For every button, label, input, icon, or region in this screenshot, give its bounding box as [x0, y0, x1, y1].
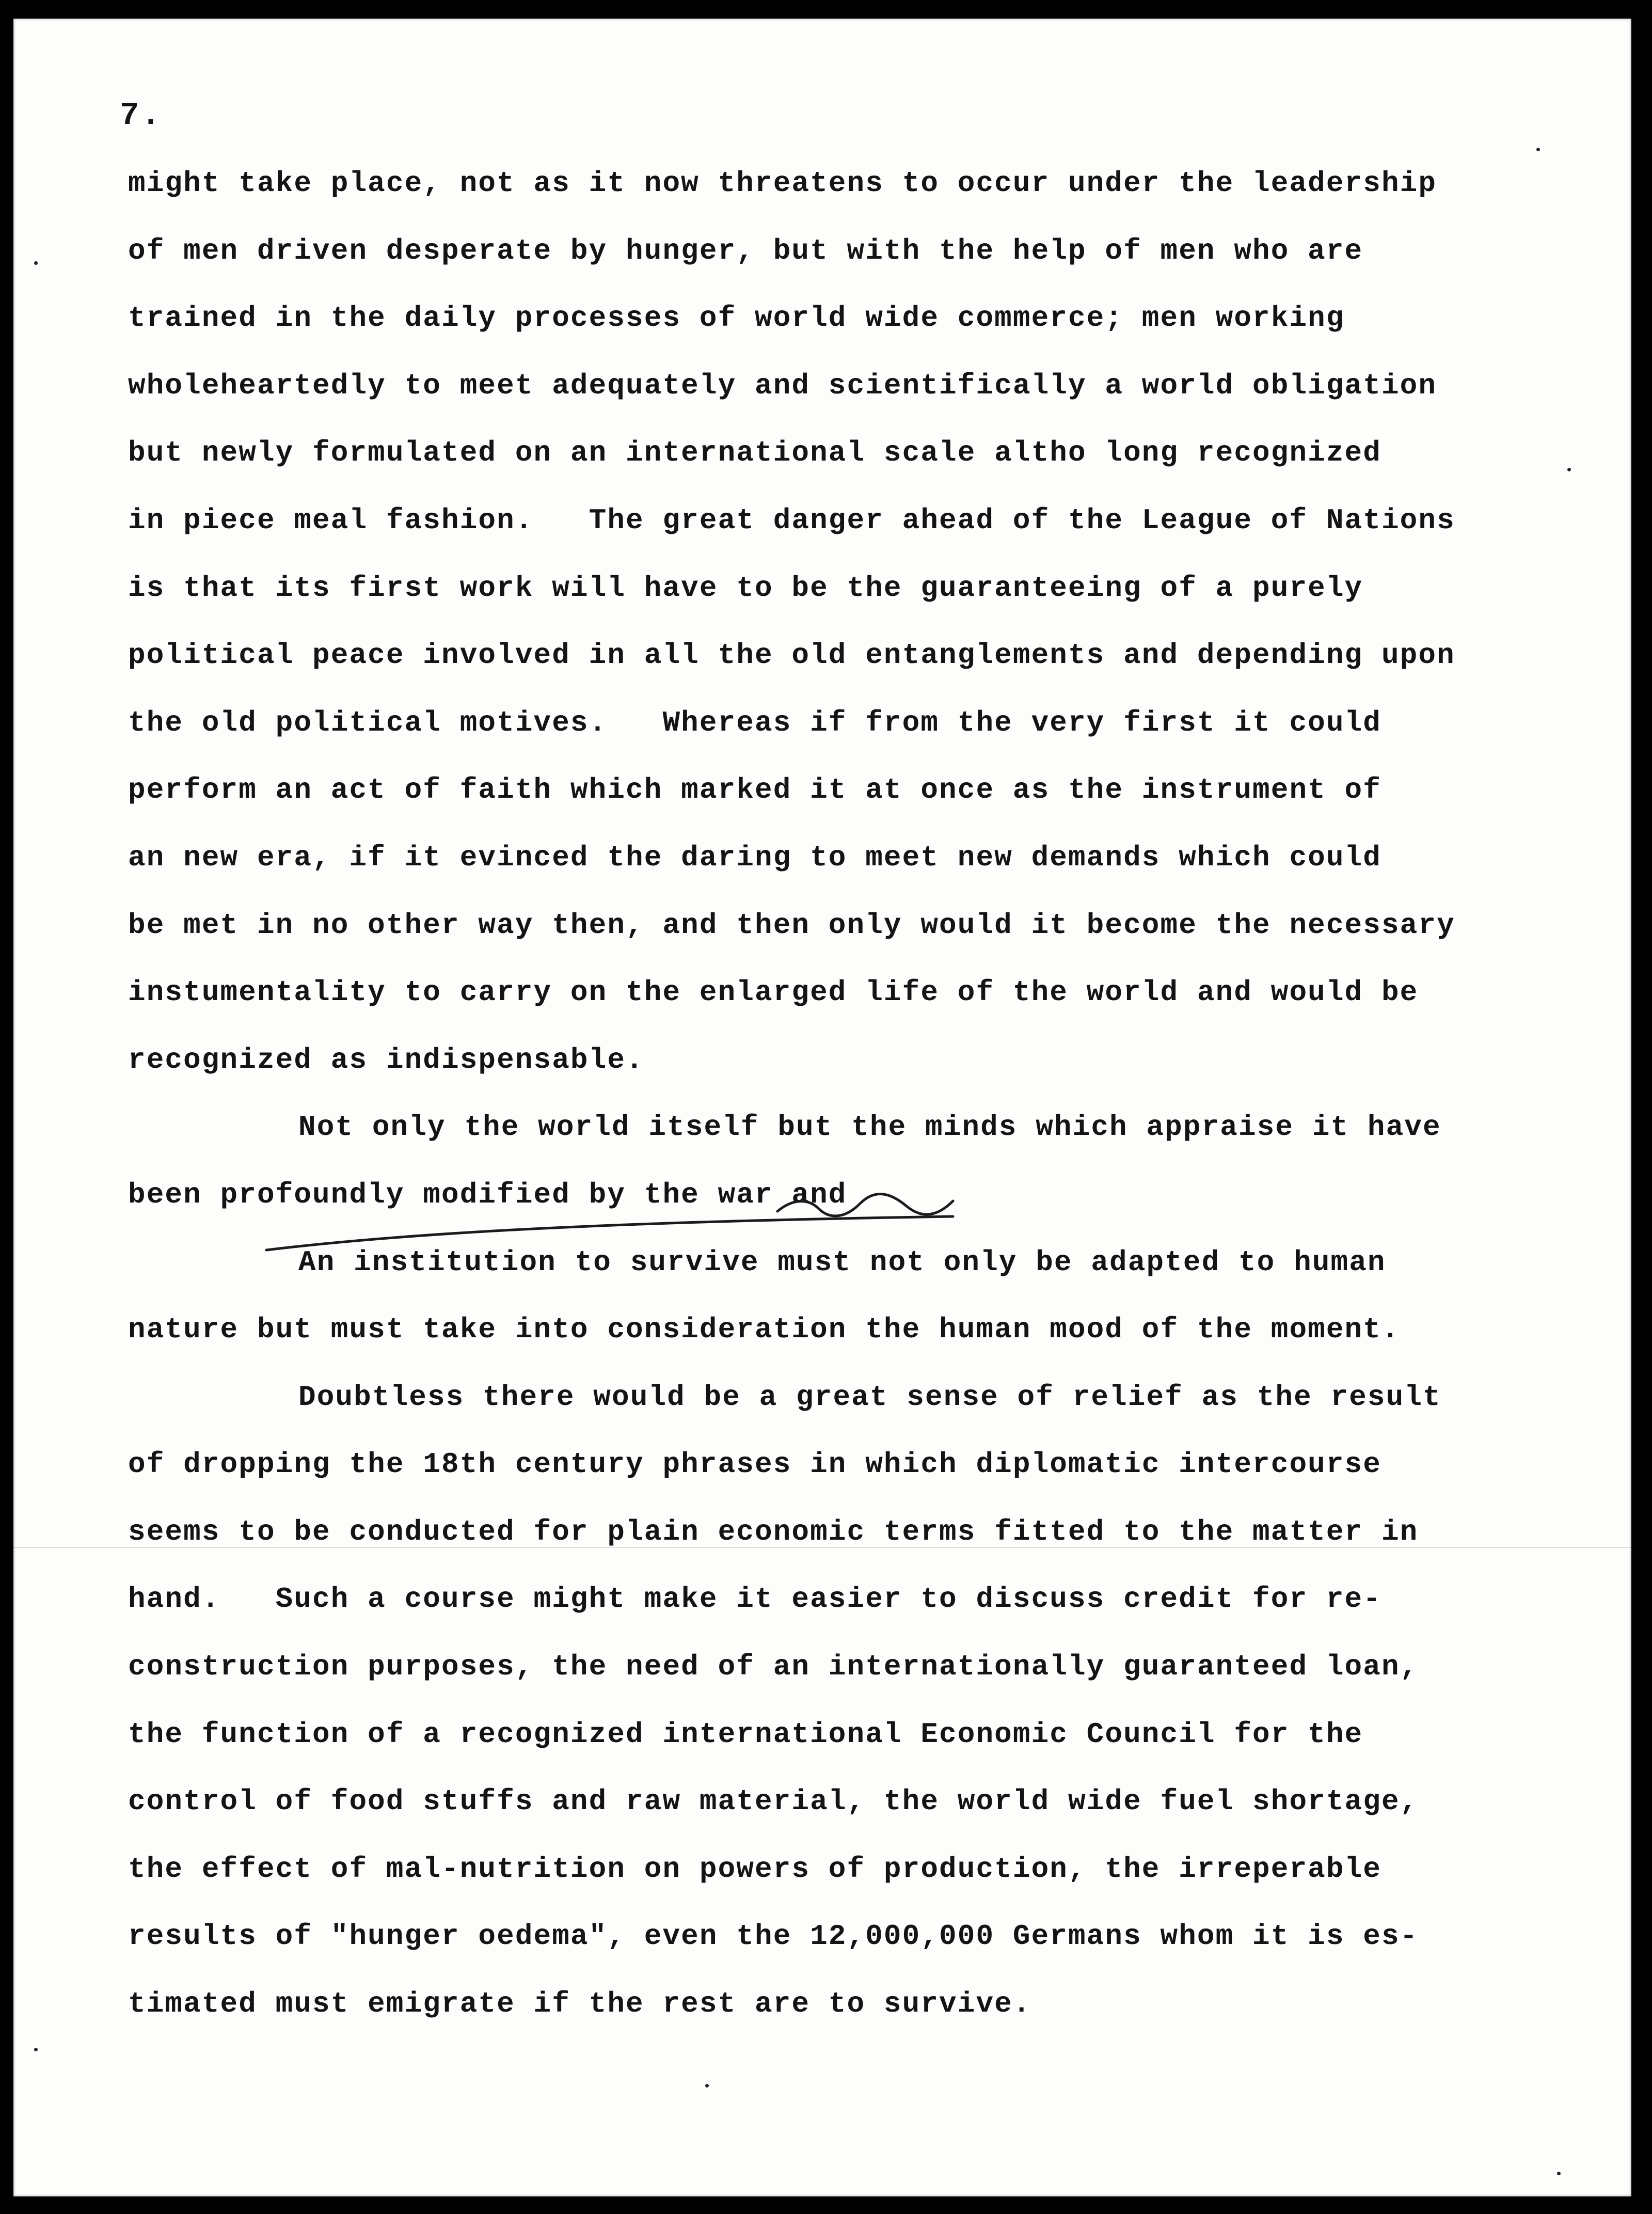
- text-line: timated must emigrate if the rest are to survive.: [128, 1987, 1031, 2021]
- text-line: the function of a recognized international Economic Council for the: [128, 1717, 1363, 1751]
- text-line: results of "hunger oedema", even the 12,000,000 Germans whom it is es-: [128, 1920, 1419, 1953]
- text-line: construction purposes, the need of an internationally guaranteed loan,: [128, 1650, 1419, 1684]
- text-line: recognized as indispensable.: [128, 1043, 644, 1077]
- text-line: seems to be conducted for plain economic terms fitted to the matter in: [128, 1515, 1419, 1548]
- text-line: control of food stuffs and raw material, the world wide fuel shortage,: [128, 1785, 1419, 1818]
- text-line: is that its first work will have to be the guaranteeing of a purely: [128, 571, 1363, 605]
- text-line: hand. Such a course might make it easier to discuss credit for re-: [128, 1583, 1381, 1616]
- text-line: an new era, if it evinced the daring to meet new demands which could: [128, 841, 1381, 874]
- text-line: might take place, not as it now threatens to occur under the leadership: [128, 167, 1437, 200]
- text-line: trained in the daily processes of world wide commerce; men working: [128, 302, 1345, 335]
- text-line: but newly formulated on an international scale altho long recognized: [128, 436, 1381, 470]
- text-line: instumentality to carry on the enlarged life of the world and would be: [128, 976, 1419, 1009]
- scan-speck: [705, 2084, 709, 2088]
- text-line: nature but must take into consideration the human mood of the moment.: [128, 1313, 1400, 1347]
- text-line: wholeheartedly to meet adequately and scientifically a world obligation: [128, 369, 1437, 402]
- scan-speck: [34, 261, 38, 265]
- handwritten-insert-line: [261, 1211, 963, 1258]
- paragraph-1: [128, 150, 1563, 1094]
- text-line: be met in no other way then, and then only would it become the necessary: [128, 908, 1455, 942]
- text-line: in piece meal fashion. The great danger ahead of the League of Nations: [128, 503, 1455, 537]
- scan-speck: [1557, 2172, 1561, 2175]
- text-line: Not only the world itself but the minds which appraise it have: [298, 1111, 1441, 1144]
- document-page: [13, 19, 1631, 2196]
- text-line: perform an act of faith which marked it at once as the instrument of: [128, 773, 1381, 807]
- page-number: 7.: [120, 97, 163, 134]
- text-line: Doubtless there would be a great sense of relief as the result: [298, 1380, 1441, 1414]
- scan-speck: [1567, 468, 1571, 471]
- text-line: of men driven desperate by hunger, but with the help of men who are: [128, 234, 1363, 267]
- text-line: An institution to survive must not only be adapted to human: [298, 1245, 1386, 1279]
- text-line: of dropping the 18th century phrases in which diplomatic intercourse: [128, 1448, 1381, 1481]
- text-line: political peace involved in all the old entanglements and depending upon: [128, 639, 1455, 672]
- typed-text-body: [128, 150, 1563, 2038]
- text-line: been profoundly modified by the war and: [128, 1178, 847, 1211]
- scan-speck: [34, 2048, 38, 2051]
- text-line: the old political motives. Whereas if from the very first it could: [128, 706, 1381, 739]
- text-line: the effect of mal-nutrition on powers of production, the irreperable: [128, 1852, 1381, 1886]
- paragraph-4: [128, 1364, 1563, 2038]
